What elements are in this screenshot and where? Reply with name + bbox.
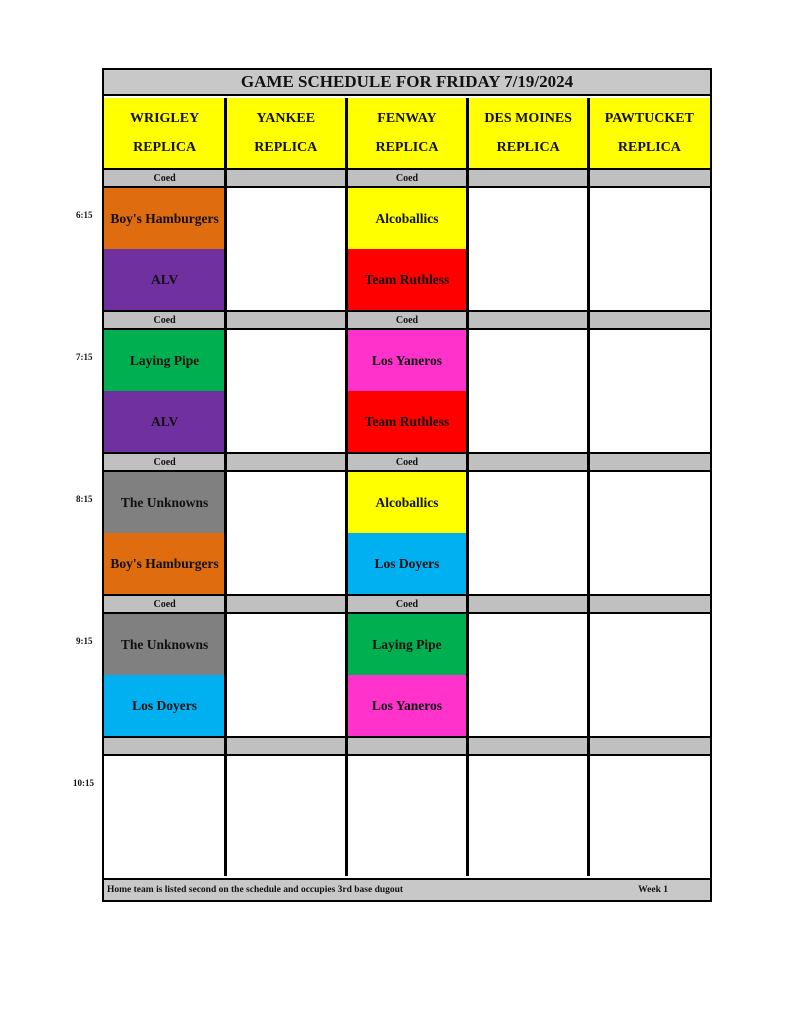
division-label (225, 454, 346, 470)
division-label: Coed (104, 170, 225, 186)
field-name: FENWAY (377, 110, 437, 126)
away-team-cell (104, 188, 225, 249)
slot-rule (104, 754, 710, 756)
team-name: Team Ruthless (364, 413, 450, 429)
away-team-cell (346, 614, 467, 675)
field-subtitle: REPLICA (133, 139, 197, 155)
division-label (468, 454, 589, 470)
home-team-cell (104, 391, 225, 452)
time-label: 9:15 (76, 636, 93, 646)
time-label: 6:15 (76, 210, 93, 220)
team-name: Laying Pipe (129, 352, 200, 368)
away-team-cell (104, 330, 225, 391)
field-header-1 (104, 98, 225, 168)
field-header-3 (346, 98, 467, 168)
home-team-cell (346, 675, 467, 736)
field-subtitle: REPLICA (617, 139, 681, 155)
team-name: Los Doyers (374, 555, 440, 571)
division-label (225, 596, 346, 612)
field-name: DES MOINES (484, 110, 572, 126)
away-team-cell (346, 330, 467, 391)
home-team-cell (346, 249, 467, 310)
away-team-cell (346, 472, 467, 533)
time-label: 10:15 (73, 778, 94, 788)
division-label: Coed (104, 454, 225, 470)
division-label (468, 596, 589, 612)
time-label: 8:15 (76, 494, 93, 504)
field-subtitle: REPLICA (375, 139, 439, 155)
division-label: Coed (346, 596, 467, 612)
team-name: The Unknowns (120, 494, 209, 510)
division-label: Coed (346, 170, 467, 186)
division-label: Coed (346, 454, 467, 470)
division-label (468, 312, 589, 328)
schedule-footer (104, 878, 710, 900)
team-name: Los Doyers (132, 697, 198, 713)
time-label: 7:15 (76, 352, 93, 362)
field-subtitle: REPLICA (254, 139, 318, 155)
team-name: Los Yaneros (371, 697, 443, 713)
division-label (589, 454, 710, 470)
division-label (589, 738, 710, 754)
team-name: Laying Pipe (372, 636, 442, 652)
team-name: Los Yaneros (371, 352, 443, 368)
week-label: Week 1 (638, 885, 668, 895)
away-team-cell (104, 614, 225, 675)
schedule-title: GAME SCHEDULE FOR FRIDAY 7/19/2024 (104, 70, 710, 96)
team-name: The Unknowns (120, 636, 209, 652)
schedule-sheet (102, 68, 712, 902)
division-label (225, 738, 346, 754)
division-label: Coed (346, 312, 467, 328)
column-rule (345, 98, 348, 876)
team-name: Boy's Hamburgers (110, 210, 219, 226)
team-name: ALV (150, 413, 179, 429)
field-header-2 (225, 98, 346, 168)
column-rule (587, 98, 590, 876)
team-name: ALV (150, 271, 179, 287)
division-label (468, 170, 589, 186)
division-label (225, 312, 346, 328)
away-team-cell (104, 472, 225, 533)
home-team-cell (104, 533, 225, 594)
home-team-cell (346, 391, 467, 452)
division-label (468, 738, 589, 754)
away-team-cell (346, 188, 467, 249)
team-name: Alcoballics (375, 210, 439, 226)
field-name: YANKEE (256, 110, 316, 126)
team-name: Team Ruthless (364, 271, 450, 287)
footer-note: Home team is listed second on the schedule and occupies 3rd base dugout (107, 885, 404, 895)
column-rule (224, 98, 227, 876)
division-label (225, 170, 346, 186)
team-name: Boy's Hamburgers (110, 555, 219, 571)
column-rule (466, 98, 469, 876)
division-label (589, 312, 710, 328)
field-name: PAWTUCKET (604, 110, 694, 126)
field-subtitle: REPLICA (496, 139, 560, 155)
division-label: Coed (104, 312, 225, 328)
field-name: WRIGLEY (129, 110, 200, 126)
field-header-5 (589, 98, 710, 168)
field-header-4 (468, 98, 589, 168)
division-label (589, 170, 710, 186)
home-team-cell (104, 249, 225, 310)
division-label (589, 596, 710, 612)
division-label (346, 738, 467, 754)
home-team-cell (346, 533, 467, 594)
home-team-cell (104, 675, 225, 736)
division-label: Coed (104, 596, 225, 612)
division-label (104, 738, 225, 754)
team-name: Alcoballics (375, 494, 439, 510)
